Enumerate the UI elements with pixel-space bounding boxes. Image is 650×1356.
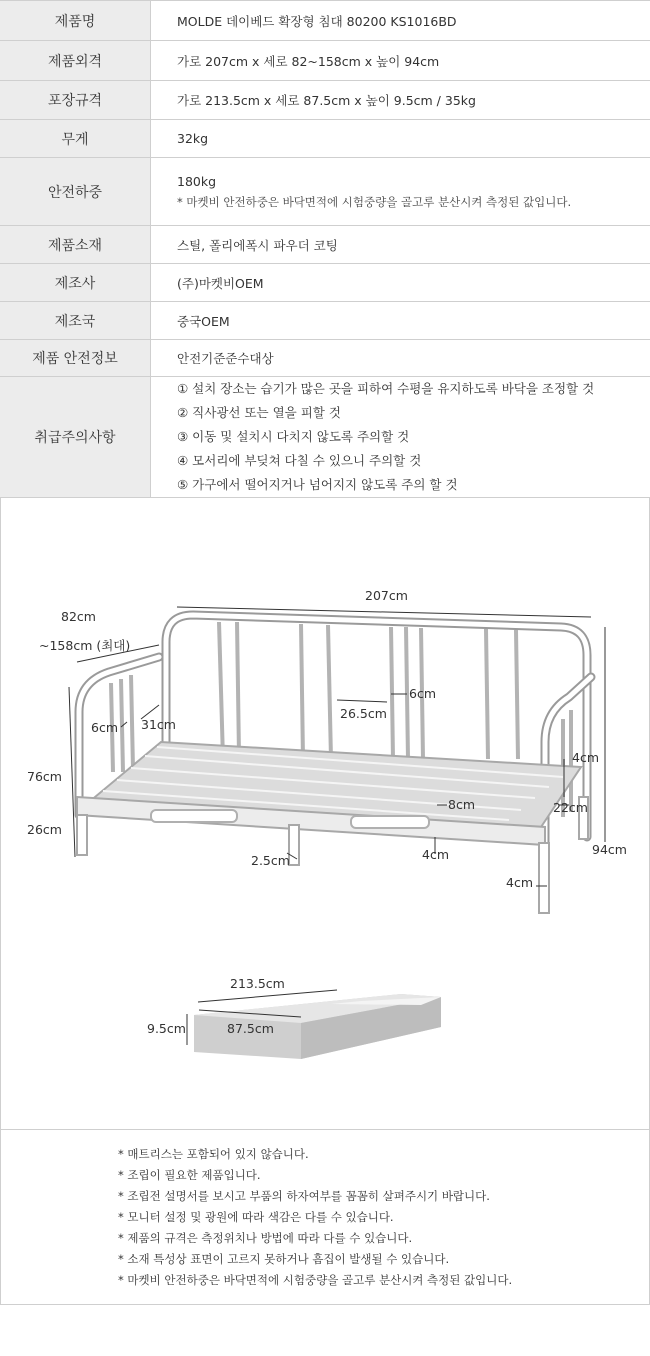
care-item: ③ 이동 및 설치시 다치지 않도록 주의할 것 xyxy=(177,429,410,444)
spec-row xyxy=(0,158,650,226)
spec-label: 제품외격 xyxy=(0,41,151,81)
spec-row xyxy=(0,340,650,377)
dim-width: 207cm xyxy=(365,588,408,603)
spec-label: 안전하중 xyxy=(0,158,151,226)
load-note: * 마켓비 안전하중은 바닥면적에 시험중량을 골고루 분산시켜 측정된 값입니다. xyxy=(177,194,572,209)
daybed-drawing xyxy=(1,497,649,1129)
dim-total-height: 94cm xyxy=(592,842,627,857)
care-item: ④ 모서리에 부딪쳐 다칠 수 있으니 주의할 것 xyxy=(177,453,422,468)
dim-leg-height: 26cm xyxy=(27,822,62,837)
spec-label: 제조국 xyxy=(0,302,151,340)
dim-bar-gap: 6cm xyxy=(409,686,437,701)
spec-row xyxy=(0,226,650,264)
dim-frame-height: 22cm xyxy=(553,800,588,815)
care-item: ⑤ 가구에서 떨어지거나 넘어지지 않도록 주의 할 것 xyxy=(177,477,458,492)
notice-line: * 조립이 필요한 제품입니다. xyxy=(118,1168,261,1182)
spec-label: 제품소재 xyxy=(0,226,151,264)
spec-value: (주)마켓비OEM xyxy=(151,264,650,302)
notice-line: * 소재 특성상 표면이 고르지 못하거나 흠집이 발생될 수 있습니다. xyxy=(118,1252,450,1266)
dimension-diagram xyxy=(0,497,650,1129)
back-bars xyxy=(219,622,518,759)
spec-row xyxy=(0,264,650,302)
spec-value: 스틸, 폴리에폭시 파우더 코팅 xyxy=(151,226,650,264)
dim-leg-width: 2.5cm xyxy=(251,853,290,868)
load-value: 180kg xyxy=(177,173,217,189)
dim-side-span: 31cm xyxy=(141,717,176,732)
spec-table xyxy=(0,0,650,498)
dim-side-bar: 6cm xyxy=(91,720,119,735)
notice-line: * 제품의 규격은 측정위치나 방법에 따라 다를 수 있습니다. xyxy=(118,1231,413,1245)
spec-value: 안전기준준수대상 xyxy=(151,340,650,377)
handle-right xyxy=(351,816,429,828)
spec-value xyxy=(151,158,650,226)
dim-depth-max: ~158cm (최대) xyxy=(39,638,131,653)
spec-value: MOLDE 데이베드 확장형 침대 80200 KS1016BD xyxy=(151,1,650,41)
dim-depth: 82cm xyxy=(61,609,96,624)
dim-top-tube: 4cm xyxy=(572,750,600,765)
spec-label: 제조사 xyxy=(0,264,151,302)
spec-value: 32kg xyxy=(151,120,650,158)
care-list xyxy=(151,377,650,498)
notice-box xyxy=(0,1129,650,1305)
spec-row xyxy=(0,1,650,41)
pkg-height: 9.5cm xyxy=(147,1021,186,1036)
spec-label: 무게 xyxy=(0,120,151,158)
dim-arm-height: 76cm xyxy=(27,769,62,784)
spec-value: 가로 207cm x 세로 82~158cm x 높이 94cm xyxy=(151,41,650,81)
package-box xyxy=(187,990,441,1059)
dim-slat: 8cm xyxy=(448,797,476,812)
spec-row xyxy=(0,302,650,340)
spec-label: 제품 안전정보 xyxy=(0,340,151,377)
spec-row xyxy=(0,81,650,120)
dim-rail: 4cm xyxy=(422,847,450,862)
dim-back-span: 26.5cm xyxy=(340,706,387,721)
care-item: ① 설치 장소는 습기가 많은 곳을 피하여 수평을 유지하도록 바닥을 조정할 것 xyxy=(177,381,595,396)
spec-value: 가로 213.5cm x 세로 87.5cm x 높이 9.5cm / 35kg xyxy=(151,81,650,120)
spec-row xyxy=(0,377,650,498)
spec-label: 포장규격 xyxy=(0,81,151,120)
care-item: ② 직사광선 또는 열을 피할 것 xyxy=(177,405,341,420)
notice-line: * 마켓비 안전하중은 바닥면적에 시험중량을 골고루 분산시켜 측정된 값입니다. xyxy=(118,1273,513,1287)
care-label: 취급주의사항 xyxy=(0,377,151,498)
pkg-width: 87.5cm xyxy=(227,1021,274,1036)
notice-line: * 조립전 설명서를 보시고 부품의 하자여부를 꼼꼼히 살펴주시기 바랍니다. xyxy=(118,1189,490,1203)
spec-row xyxy=(0,41,650,81)
dim-foot: 4cm xyxy=(506,875,534,890)
handle-left xyxy=(151,810,237,822)
spec-label: 제품명 xyxy=(0,1,151,41)
spec-value: 중국OEM xyxy=(151,302,650,340)
notice-line: * 모니터 설정 및 광원에 따라 색감은 다를 수 있습니다. xyxy=(118,1210,394,1224)
pkg-length: 213.5cm xyxy=(230,976,285,991)
spec-row xyxy=(0,120,650,158)
notice-line: * 매트리스는 포함되어 있지 않습니다. xyxy=(118,1147,309,1161)
